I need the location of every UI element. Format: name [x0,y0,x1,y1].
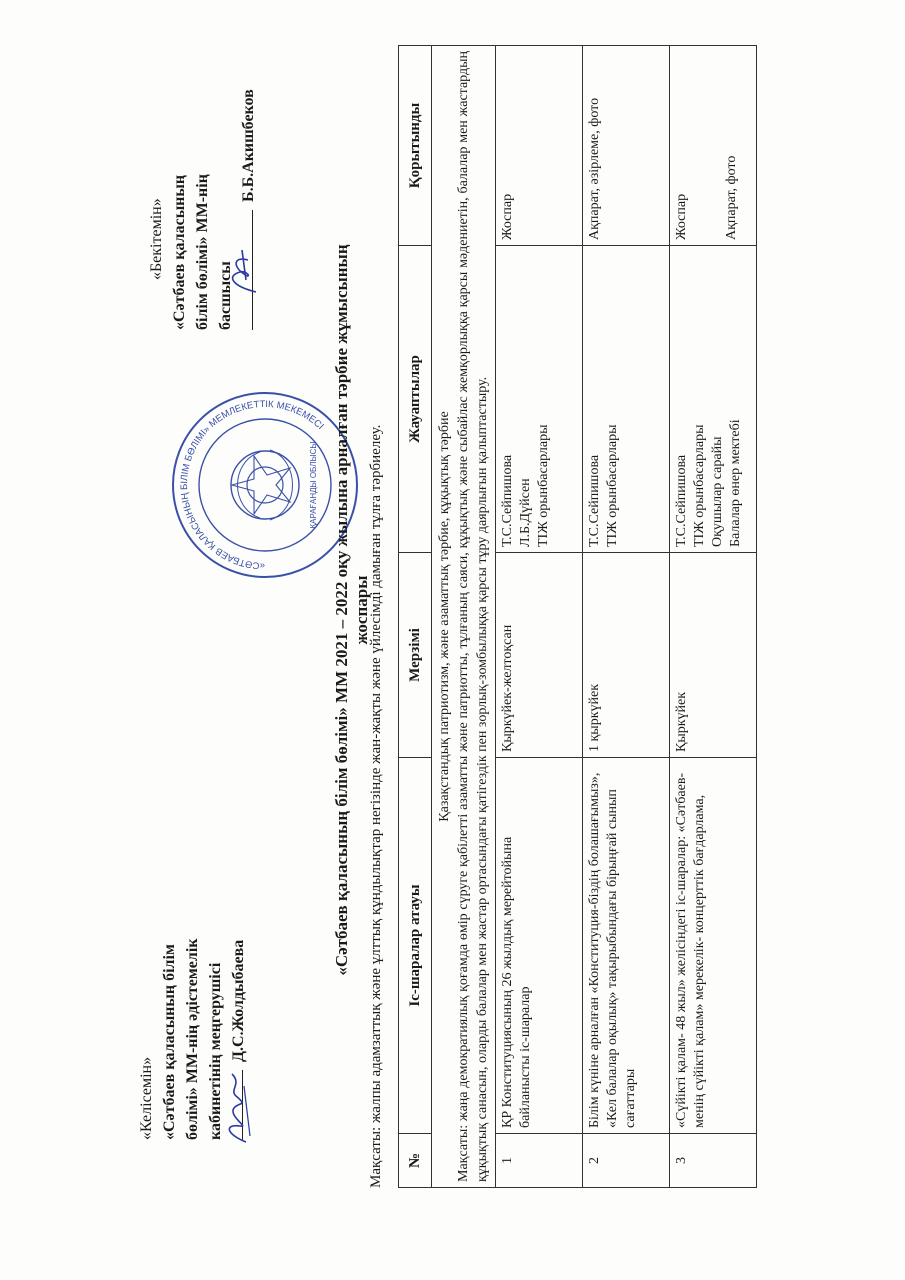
table-row [583,46,670,1188]
agreement-line-3: кабинетінің меңгерушісі [207,962,224,1140]
row-responsible [496,246,583,553]
row-num: 2 [583,1134,670,1188]
section-row [432,46,496,1188]
row-event: «Сүйікті қалам- 48 жыл» желісіндегі іс-шаралар: «Сәтбаев-менің сүйікті қалам» мерекелік- концерттік бағдарлама, [670,758,757,1134]
responsible-name: ТІЖ орынбасарлары [692,424,707,547]
approval-block [145,30,260,360]
row-responsible [670,246,757,553]
section-title: Қазақстандық патриотизм, және азаматтық тәрбие, құқықтық тәрбие [437,411,452,822]
table-header-row [399,46,432,1188]
agreement-line-2: бөлімі» ММ-нің әдістемелік [184,938,201,1140]
responsible-name: Т.С.Сейпишова [500,454,515,547]
agreement-signature-line [227,810,250,1140]
row-term: Қыркүйек [670,553,757,758]
stamp-outer-text: «СӘТБАЕВ ҚАЛАСЫНЫҢ БІЛІМ БӨЛІМІ» МЕМЛЕКЕТТІК МЕКЕМЕСІ [178,398,326,572]
result-text: Жоспар [674,193,689,240]
document-title: «Сәтбаев қаласының білім бөлімі» ММ 2021 – 2022 оқу жылына арналған тәрбие жұмысының жоспары [332,244,371,976]
responsible-name: ТІЖ орынбасарлары [536,424,551,547]
row-result: Ақпарат, әзірлеме, фото [583,46,670,246]
col-header-event: Іс-шаралар атауы [399,758,432,1134]
row-result: Жоспар [496,46,583,246]
approval-line-2: білім бөлімі» ММ-нің [194,174,211,330]
table-row [496,46,583,1188]
responsible-name: Т.С.Сейпишова [587,454,602,547]
row-term: Қыркүйек-желтоқсан [496,553,583,758]
table-row [670,46,757,1188]
approval-signer: Б.Б.Акишбеков [240,89,257,202]
section-purpose: Мақсаты: жаңа демократиялық қоғамда өмір сүруге қабілетті азаматты және патриотты, тұлғаның саяси, құқықтық және сыбайлас жемқорлыққа қарсы мәдениетін, балалар мен жастардың құқықтық санасын, оларды балалар мен жастар ортасындағы қатігездік пен зорлық-зомбылыққа қарсы тұру даярлығын қалыптастыру. [456,51,490,1182]
signature-underline [252,210,253,330]
responsible-name: ТІЖ орынбасарлары [605,424,620,547]
row-result [670,46,757,246]
row-num: 3 [670,1134,757,1188]
row-responsible [583,246,670,553]
row-num: 1 [496,1134,583,1188]
col-header-num: № [399,1134,432,1188]
col-header-responsible: Жауаптылар [399,246,432,553]
signature-underline [242,1070,243,1140]
row-term: 1 қыркүйек [583,553,670,758]
approval-heading: «Бекітемін» [148,198,165,280]
responsible-name: Оқушылар сарайы [710,436,725,547]
responsible-name: Т.С.Сейпишова [674,454,689,547]
section-cell [432,46,496,1188]
approval-signature-line [237,30,260,360]
agreement-signer: Д.С.Жолдыбаева [230,939,247,1062]
col-header-result: Қорытынды [399,46,432,246]
stamp-inner-text: ҚАРАҒАНДЫ ОБЛЫСЫ [309,441,318,529]
approval-line-1: «Сәтбаев қаласының [171,174,188,330]
col-header-term: Мерзімі [399,553,432,758]
responsible-name: Балалар өнер мектебі [728,419,743,547]
agreement-block [135,810,250,1140]
row-event: ҚР Конституциясының 26 жылдық мерейтойына байланысты іс-шаралар [496,758,583,1134]
result-extra-text: Ақпарат, фото [724,155,739,240]
row-event: Білім күніне арналған «Конституция-біздің болашағымыз», «Кел балалар оқылық» тақырыбындағы бірыңғай сынып сағаттары [583,758,670,1134]
handwritten-signature-icon [220,1066,254,1146]
plan-table [398,45,757,1188]
responsible-name: Л.Б.Дүйсен [518,478,533,547]
approval-line-3: басшысы [217,261,234,330]
document-purpose: Мақсаты: жалпы адамзаттық және ұлттық құндылықтар негізінде жан-жақты және үйлесімді дамыған тұлға тәрбиелеу. [368,424,384,1188]
agreement-line-1: «Сәтбаев қаласының білім [161,944,178,1140]
agreement-heading: «Келісемін» [138,1056,155,1140]
handwritten-signature-icon [222,240,262,300]
